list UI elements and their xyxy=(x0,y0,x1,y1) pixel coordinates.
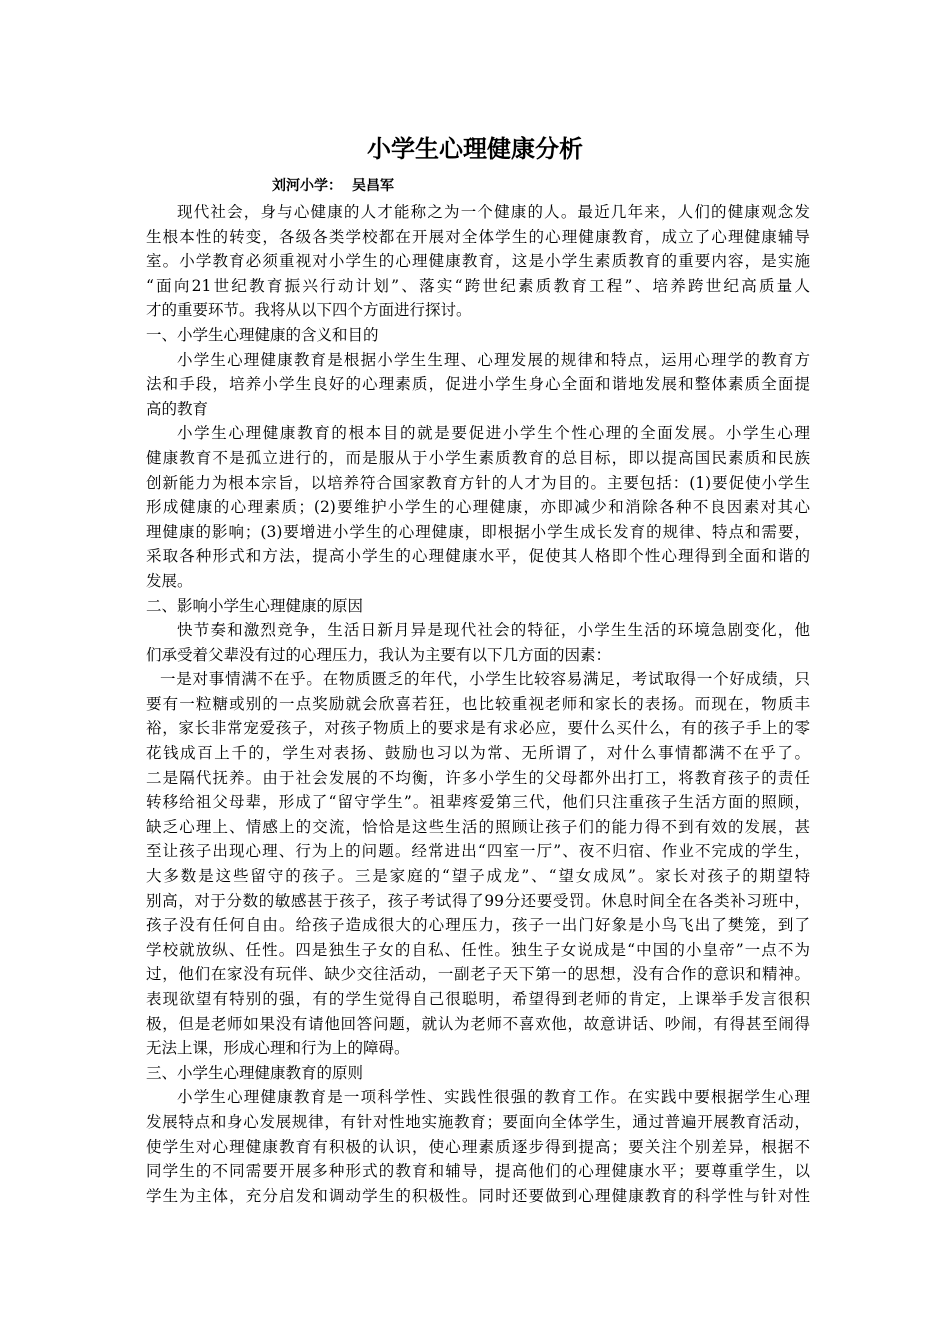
paragraph-line: 缺乏心理上、情感上的交流，恰恰是这些生活的照顾让孩子们的能力得不到有效的发展，甚 xyxy=(146,817,810,836)
paragraph-line: 发展。 xyxy=(146,571,193,590)
paragraph-line: 裕，家长非常宠爱孩子，对孩子物质上的要求是有求必应，要什么买什么，有的孩子手上的零 xyxy=(146,719,810,738)
paragraph-line: 花钱成百上千的，学生对表扬、鼓励也习以为常、无所谓了，对什么事情都满不在乎了。 xyxy=(146,744,810,763)
paragraph-line: 无法上课，形成心理和行为上的障碍。 xyxy=(146,1039,410,1058)
paragraph-line: 发展特点和身心发展规律，有针对性地实施教育；要面向全体学生，通过普遍开展教育活动， xyxy=(146,1112,810,1131)
paragraph-line: 形成健康的心理素质；(2)要维护小学生的心理健康，亦即减少和消除各种不良因素对其心 xyxy=(146,498,810,517)
paragraph-line: 二是隔代抚养。由于社会发展的不均衡，许多小学生的父母都外出打工，将教育孩子的责任 xyxy=(146,768,810,787)
paragraph-line: 使学生对心理健康教育有积极的认识，使心理素质逐步得到提高；要关注个别差异，根据不 xyxy=(146,1137,810,1156)
paragraph-line: 大多数是这些留守的孩子。三是家庭的“望子成龙”、“望女成凤”。家长对孩子的期望特 xyxy=(146,867,810,886)
paragraph-line: 至让孩子出现心理、行为上的问题。经常进出“四室一厅”、夜不归宿、作业不完成的学生， xyxy=(146,842,810,861)
paragraph-line: 法和手段，培养小学生良好的心理素质，促进小学生身心全面和谐地发展和整体素质全面提 xyxy=(146,375,810,394)
document-title: 小学生心理健康分析 xyxy=(367,134,583,163)
section-heading: 三、小学生心理健康教育的原则 xyxy=(146,1063,364,1082)
paragraph-line: 一是对事情满不在乎。在物质匮乏的年代，小学生比较容易满足，考试取得一个好成绩，只 xyxy=(160,670,810,689)
paragraph-line: 创新能力为根本宗旨，以培养符合国家教育方针的人才为目的。主要包括：(1)要促使小学生 xyxy=(146,473,810,492)
paragraph-line: 同学生的不同需要开展多种形式的教育和辅导，提高他们的心理健康水平；要尊重学生，以 xyxy=(146,1162,810,1181)
paragraph-line: 理健康的影响；(3)要增进小学生的心理健康，即根据小学生成长发育的规律、特点和需要， xyxy=(146,522,810,541)
section-heading: 一、小学生心理健康的含义和目的 xyxy=(146,325,379,344)
paragraph-line: 现代社会，身与心健康的人才能称之为一个健康的人。最近几年来，人们的健康观念发 xyxy=(177,203,810,221)
paragraph-line: 表现欲望有特别的强，有的学生觉得自己很聪明，希望得到老师的肯定，上课举手发言很积 xyxy=(146,990,810,1008)
paragraph-line: 学生为主体，充分启发和调动学生的积极性。同时还要做到心理健康教育的科学性与针对性 xyxy=(146,1186,810,1205)
paragraph-line: 采取各种形式和方法，提高小学生的心理健康水平，促使其人格即个性心理得到全面和谐的 xyxy=(146,547,810,566)
paragraph-line: 孩子没有任何自由。给孩子造成很大的心理压力，孩子一出门好象是小鸟飞出了樊笼，到了 xyxy=(146,916,810,935)
paragraph-line: 才的重要环节。我将从以下四个方面进行探讨。 xyxy=(146,301,472,320)
paragraph-line: 小学生心理健康教育的根本目的就是要促进小学生个性心理的全面发展。小学生心理 xyxy=(177,424,810,443)
paragraph-line: 高的教育 xyxy=(146,399,209,418)
paragraph-line: 学校就放纵、任性。四是独生子女的自私、任性。独生子女说成是“中国的小皇帝”一点不为 xyxy=(146,940,810,959)
paragraph-line: 室。小学教育必须重视对小学生的心理健康教育，这是小学生素质教育的重要内容，是实施 xyxy=(146,252,810,271)
paragraph-line: 小学生心理健康教育是根据小学生生理、心理发展的规律和特点，运用心理学的教育方 xyxy=(177,350,810,369)
paragraph-line: 过，他们在家没有玩伴、缺少交往活动，一副老子天下第一的思想，没有合作的意识和精神。 xyxy=(146,965,810,984)
author-line xyxy=(272,174,394,198)
paragraph-line: 别高，对于分数的敏感甚于孩子，孩子考试得了99分还要受罚。休息时间全在各类补习班中， xyxy=(146,891,810,910)
section-heading: 二、影响小学生心理健康的原因 xyxy=(146,596,364,615)
paragraph-line: 小学生心理健康教育是一项科学性、实践性很强的教育工作。在实践中要根据学生心理 xyxy=(177,1088,810,1107)
paragraph-line: 转移给祖父母辈，形成了“留守学生”。祖辈疼爱第三代，他们只注重孩子生活方面的照顾， xyxy=(146,793,810,812)
document-body xyxy=(146,200,810,1208)
paragraph-line: 要有一粒糖或别的一点奖励就会欣喜若狂，也比较重视老师和家长的表扬。而现在，物质丰 xyxy=(146,694,810,713)
paragraph-line: 极，但是老师如果没有请他回答问题，就认为老师不喜欢他，故意讲话、吵闹，有得甚至闹得 xyxy=(146,1014,810,1033)
author-school: 刘河小学： xyxy=(272,178,342,194)
paragraph-line: 快节奏和激烈竞争，生活日新月异是现代社会的特征，小学生生活的环境急剧变化，他 xyxy=(177,621,810,640)
paragraph-line: 健康教育不是孤立进行的，而是服从于小学生素质教育的总目标，即以提高国民素质和民族 xyxy=(146,448,810,467)
author-name: 吴昌军 xyxy=(352,178,394,194)
paragraph-line: 生根本性的转变，各级各类学校都在开展对全体学生的心理健康教育，成立了心理健康辅导 xyxy=(146,227,810,246)
paragraph-line: “面向21世纪教育振兴行动计划”、落实“跨世纪素质教育工程”、培养跨世纪高质量人 xyxy=(146,276,810,295)
paragraph-line: 们承受着父辈没有过的心理压力，我认为主要有以下几方面的因素： xyxy=(146,645,612,664)
